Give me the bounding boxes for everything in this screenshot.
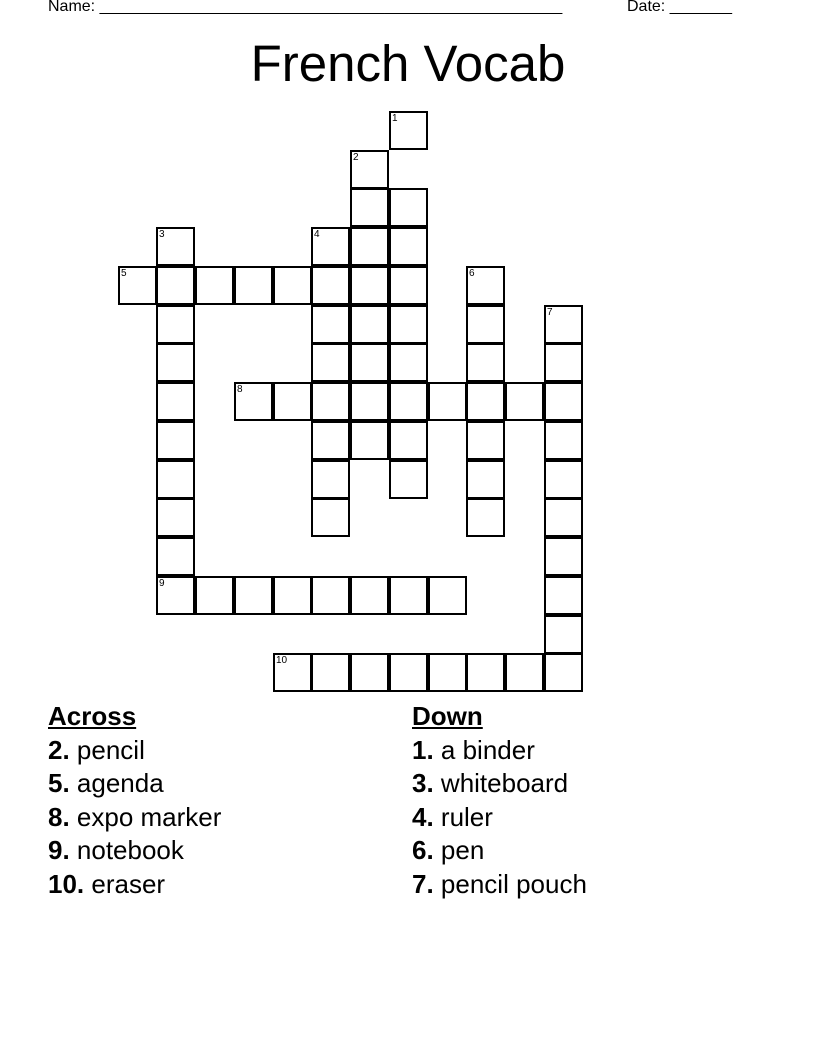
name-line: Name: ____________________________________________________	[48, 0, 563, 15]
crossword-cell[interactable]	[350, 266, 389, 305]
down-clue: 6. pen	[412, 835, 485, 865]
down-clue: 1. a binder	[412, 734, 535, 765]
crossword-cell[interactable]	[156, 576, 195, 615]
crossword-cell[interactable]	[350, 227, 389, 266]
crossword-cell[interactable]	[466, 653, 505, 692]
crossword-cell[interactable]	[195, 576, 234, 615]
crossword-cell[interactable]	[466, 460, 505, 499]
crossword-cell[interactable]	[311, 421, 350, 460]
crossword-cell[interactable]	[156, 227, 195, 266]
crossword-cell[interactable]	[350, 343, 389, 382]
crossword-cell[interactable]	[544, 343, 583, 382]
crossword-cell[interactable]	[389, 188, 428, 227]
down-clue: 4. ruler	[412, 801, 493, 832]
crossword-cell[interactable]	[544, 460, 583, 499]
crossword-cell[interactable]	[466, 498, 505, 537]
clue-number-label: 5	[121, 268, 127, 279]
across-clue: 10. eraser	[48, 868, 166, 899]
crossword-cell[interactable]	[311, 227, 350, 266]
crossword-cell[interactable]	[156, 498, 195, 537]
crossword-cell[interactable]	[544, 382, 583, 421]
across-clues	[48, 700, 221, 901]
crossword-cell[interactable]	[118, 266, 157, 305]
crossword-cell[interactable]	[156, 343, 195, 382]
clue-number-label: 1	[392, 113, 398, 124]
crossword-cell[interactable]	[273, 266, 312, 305]
crossword-cell[interactable]	[389, 382, 428, 421]
across-clue: 9. notebook	[48, 835, 184, 865]
crossword-cell[interactable]	[389, 227, 428, 266]
crossword-cell[interactable]	[428, 576, 467, 615]
crossword-cell[interactable]	[350, 653, 389, 692]
crossword-cell[interactable]	[156, 305, 195, 344]
crossword-cell[interactable]	[544, 615, 583, 654]
crossword-cell[interactable]	[544, 498, 583, 537]
crossword-cell[interactable]	[505, 382, 544, 421]
crossword-cell[interactable]	[234, 576, 273, 615]
clue-number-label: 3	[159, 229, 165, 240]
clue-number-label: 2	[353, 152, 359, 163]
crossword-cell[interactable]	[311, 305, 350, 344]
date-line: Date: _______	[627, 0, 732, 15]
clue-number-label: 10	[276, 655, 288, 666]
crossword-cell[interactable]	[389, 266, 428, 305]
clue-number-label: 8	[237, 384, 243, 395]
across-clue: 8. expo marker	[48, 801, 222, 832]
crossword-cell[interactable]	[156, 537, 195, 576]
crossword-cell[interactable]	[466, 305, 505, 344]
crossword-cell[interactable]	[156, 382, 195, 421]
crossword-cell[interactable]	[350, 188, 389, 227]
crossword-cell[interactable]	[428, 653, 467, 692]
crossword-cell[interactable]	[505, 653, 544, 692]
crossword-cell[interactable]	[156, 421, 195, 460]
crossword-cell[interactable]	[389, 111, 428, 150]
clue-number-label: 4	[314, 229, 320, 240]
down-heading: Down	[412, 701, 483, 731]
crossword-cell[interactable]	[466, 421, 505, 460]
crossword-cell[interactable]	[389, 305, 428, 344]
crossword-cell[interactable]	[350, 382, 389, 421]
crossword-cell[interactable]	[273, 576, 312, 615]
clue-number-label: 9	[159, 578, 165, 589]
crossword-cell[interactable]	[311, 498, 350, 537]
down-clue: 3. whiteboard	[412, 768, 569, 798]
crossword-cell[interactable]	[466, 382, 505, 421]
crossword-cell[interactable]	[544, 537, 583, 576]
crossword-cell[interactable]	[389, 576, 428, 615]
crossword-cell[interactable]	[350, 305, 389, 344]
crossword-cell[interactable]	[273, 382, 312, 421]
crossword-cell[interactable]	[389, 460, 428, 499]
crossword-cell[interactable]	[544, 421, 583, 460]
crossword-cell[interactable]	[389, 653, 428, 692]
crossword-cell[interactable]	[350, 421, 389, 460]
crossword-cell[interactable]	[234, 382, 273, 421]
crossword-cell[interactable]	[428, 382, 467, 421]
crossword-cell[interactable]	[466, 266, 505, 305]
crossword-cell[interactable]	[389, 343, 428, 382]
down-clues	[412, 700, 587, 901]
across-clue: 5. agenda	[48, 768, 164, 798]
crossword-cell[interactable]	[273, 653, 312, 692]
crossword-cell[interactable]	[350, 150, 389, 189]
crossword-cell[interactable]	[311, 343, 350, 382]
crossword-cell[interactable]	[311, 460, 350, 499]
crossword-cell[interactable]	[311, 266, 350, 305]
page-title: French Vocab	[250, 35, 566, 92]
across-clue: 2. pencil	[48, 734, 145, 765]
clue-number-label: 6	[469, 268, 475, 279]
crossword-cell[interactable]	[311, 653, 350, 692]
clue-number-label: 7	[547, 307, 553, 318]
crossword-cell[interactable]	[234, 266, 273, 305]
crossword-cell[interactable]	[544, 305, 583, 344]
crossword-cell[interactable]	[389, 421, 428, 460]
crossword-cell[interactable]	[156, 460, 195, 499]
crossword-cell[interactable]	[466, 343, 505, 382]
crossword-cell[interactable]	[156, 266, 195, 305]
crossword-cell[interactable]	[311, 382, 350, 421]
crossword-cell[interactable]	[195, 266, 234, 305]
crossword-cell[interactable]	[311, 576, 350, 615]
down-clue: 7. pencil pouch	[412, 868, 587, 899]
crossword-cell[interactable]	[350, 576, 389, 615]
crossword-cell[interactable]	[544, 576, 583, 615]
crossword-cell[interactable]	[544, 653, 583, 692]
across-heading: Across	[48, 701, 137, 731]
